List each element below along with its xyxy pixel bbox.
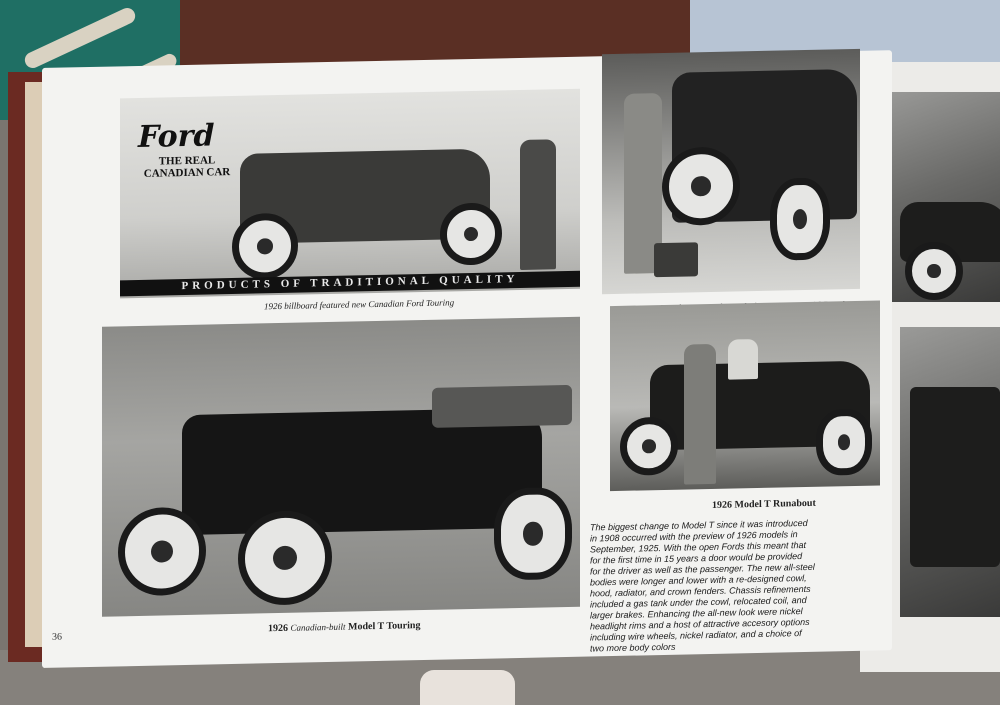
slipper [420,670,515,705]
caption-touring-model: Model T Touring [348,620,421,633]
caption-touring [268,620,420,634]
photo-billboard [120,89,580,299]
photo-touring [102,317,580,617]
caption-runabout-title: 1926 Model T Runabout [712,497,816,511]
tagline-line-2: CANADIAN CAR [143,166,231,180]
billboard-tagline [132,154,242,180]
photo-right-top [880,92,1000,302]
photo-right-bottom [900,327,1000,617]
caption-touring-year: 1926 [268,622,288,635]
ford-logo: Ford [138,118,215,155]
book-page [42,50,892,668]
caption-touring-middle: Canadian-built [290,621,346,633]
man-standing [684,344,716,485]
woman-seated [728,339,758,380]
billboard-banner: PRODUCTS OF TRADITIONAL QUALITY [120,271,580,297]
caption-billboard: 1926 billboard featured new Canadian Ford Touring [264,297,455,312]
page-number: 36 [52,631,62,643]
photo-runabout-deck [602,49,860,294]
billboard-man [520,139,556,270]
photo-runabout [610,300,880,491]
tagline-line-1: THE REAL [158,154,216,168]
article-body-text: The biggest change to Model T since it was introduced in 1908 occurred with the preview of 1926 models in September, 1925. With the open Fords this meant that for the first time in 15 years a door would be provided for the driver as well as the passenger. The new all-steel bodies were longer and lower with a re-designed cowl, hood, radiator, and crown fenders. Chassis refinements included a gas tank under the cowl, relocated coil, and larger brakes. Enhancing the all-new look were nickel headlight rims and a host of attractive accesory options including wire wheels, nickel radiator, and a choice of two more body colors [590,517,815,654]
